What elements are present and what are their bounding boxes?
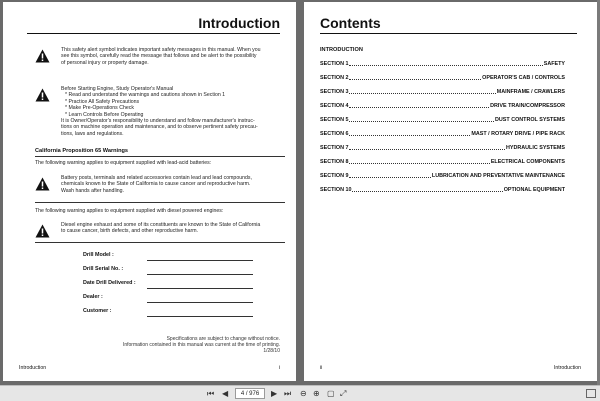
first-page-icon[interactable]: ⏮ [207,389,215,398]
section-rule [35,156,285,157]
page-title: Introduction [198,15,280,31]
toc-section-label: SECTION 10 [320,187,352,193]
before-starting-line: * Read and understand the warnings and cautions shown in Section 1 [65,92,226,99]
customer-field [83,308,253,317]
toc-section-title: ELECTRICAL COMPONENTS [490,159,565,165]
section-rule [35,242,285,243]
toc-section-label: SECTION 8 [320,159,349,165]
before-starting-block [35,86,285,137]
field-line [147,288,253,289]
right-page [304,2,597,381]
zoom-in-icon[interactable]: ⊕ [313,389,320,398]
toc-entry[interactable] [320,158,565,165]
toc-leader [349,135,470,136]
footer-title: Introduction [19,365,47,371]
toc-section-label: SECTION 5 [320,117,349,123]
battery-warning-line: Battery posts, terminals and related accessories contain lead and lead compounds, [61,175,252,181]
toc-heading: INTRODUCTION [320,47,363,53]
toc-section-label: SECTION 6 [320,131,349,137]
title-rule [27,33,280,34]
toc-entry[interactable] [320,74,565,81]
warning-triangle-icon [35,88,50,102]
section-rule [35,202,285,203]
before-starting-line: * Learn Controls Before Operating [65,111,144,118]
spec-note-line: Specifications are subject to change without notice. [166,336,280,342]
toc-entry[interactable] [320,172,565,179]
field-line [147,260,253,261]
battery-intro: The following warning applies to equipment supplied with lead-acid batteries: [35,160,212,166]
toc-leader [349,163,489,164]
toc-section-label: SECTION 2 [320,75,349,81]
battery-warning-line: Wash hands after handling. [61,187,124,194]
toc-section-title: LUBRICATION AND PREVENTATIVE MAINTENANCE [431,173,565,179]
zoom-out-icon[interactable]: ⊖ [300,389,307,398]
toc-leader [349,177,430,178]
toc-section-title: SAFETY [543,61,565,67]
battery-warning-line: chemicals known to the State of California to cause cancer and reproductive harm. [61,181,251,188]
drill-serial-field [83,266,253,275]
warning-triangle-icon [35,49,50,63]
next-page-icon[interactable]: ▶ [271,389,278,398]
spec-note-date: 1/28/10 [263,348,280,355]
toc-section-label: SECTION 9 [320,173,349,179]
diesel-warning-block [35,222,285,235]
toc-leader [349,149,505,150]
toc-leader [349,121,494,122]
field-label: Customer : [83,308,112,314]
toc-leader [349,79,481,80]
toc-section-title: OPTIONAL EQUIPMENT [503,187,565,193]
toc-entry[interactable] [320,116,565,123]
title-rule [320,33,577,34]
page-title: Contents [320,15,381,31]
spec-note-line: Information contained in this manual was current at the time of printing. [122,342,280,349]
before-starting-line: Before Starting Engine, Study Operator's Manual [61,86,174,92]
field-label: Date Drill Delivered : [83,280,136,286]
viewer-toolbar [0,385,600,401]
spec-note [123,336,280,355]
diesel-warning-line: Diesel engine exhaust and some of its constituents are known to the State of California [61,222,261,228]
drill-model-field [83,252,253,261]
toc-section-title: MAST / ROTARY DRIVE / PIPE RACK [471,131,565,137]
toc-leader [349,65,542,66]
date-delivered-field [83,280,253,289]
toc-section-label: SECTION 1 [320,61,349,67]
toc-section-title: OPERATOR'S CAB / CONTROLS [482,75,565,81]
field-line [147,316,253,317]
field-label: Dealer : [83,294,103,300]
fit-icon[interactable]: ▢ [327,389,335,398]
toc-entry[interactable] [320,130,565,137]
before-starting-line: tions, laws and regulations. [61,130,124,137]
fullscreen-icon[interactable]: ⤢ [340,389,347,398]
diesel-intro: The following warning applies to equipment supplied with diesel powered engines: [35,208,224,214]
toc-leader [352,191,502,192]
field-line [147,302,253,303]
before-starting-line: It is Owner/Operator's responsibility to understand and follow manufacturer's instruc- [61,118,255,125]
toc-section-label: SECTION 4 [320,103,349,109]
before-starting-line: * Practice All Safety Precautions [65,98,140,105]
warning-triangle-icon [35,177,50,191]
prop65-heading: California Proposition 65 Warnings [35,148,129,154]
toc-entry[interactable] [320,88,565,95]
toc-section-title: MAINFRAME / CRAWLERS [496,89,565,95]
before-starting-line: * Make Pre-Operations Check [65,105,134,112]
toc-entry[interactable] [320,186,565,193]
dealer-field [83,294,253,303]
footer-title: Introduction [553,365,581,371]
safety-alert-line: This safety alert symbol indicates important safety messages in this manual. When you [61,47,261,53]
field-line [147,274,253,275]
last-page-icon[interactable]: ⏭ [284,389,292,398]
toc-section-title: DRIVE TRAIN/COMPRESSOR [490,103,565,109]
toc-leader [349,107,489,108]
page-indicator-input[interactable]: 4 / 976 [235,388,265,399]
warning-triangle-icon [35,224,50,238]
safety-alert-line: of personal injury or property damage. [61,59,149,66]
toc-section-title: DUST CONTROL SYSTEMS [495,117,565,123]
toc-entry[interactable] [320,144,565,151]
left-page [3,2,296,381]
footer-page-number: i [278,365,280,371]
toc-entry[interactable] [320,60,565,67]
footer-page-number: ii [320,365,323,371]
toc-leader [349,93,495,94]
field-label: Drill Model : [83,252,114,258]
before-starting-line: tions on machine operation and maintenance, and to observe pertinent safety precau- [61,124,258,131]
safety-alert-block [35,47,285,66]
prev-page-icon[interactable]: ◀ [222,389,229,398]
safety-alert-line: see this symbol, carefully read the message that follows and be alert to the possibility [61,53,257,60]
toc-section-title: HYDRAULIC SYSTEMS [505,145,565,151]
field-label: Drill Serial No. : [83,266,124,272]
toc-entry[interactable] [320,102,565,109]
toc-section-label: SECTION 3 [320,89,349,95]
sidebar-toggle-icon[interactable] [586,389,596,398]
toc-section-label: SECTION 7 [320,145,349,151]
battery-warning-block [35,175,285,194]
diesel-warning-line: to cause cancer, birth defects, and other reproductive harm. [61,228,198,235]
